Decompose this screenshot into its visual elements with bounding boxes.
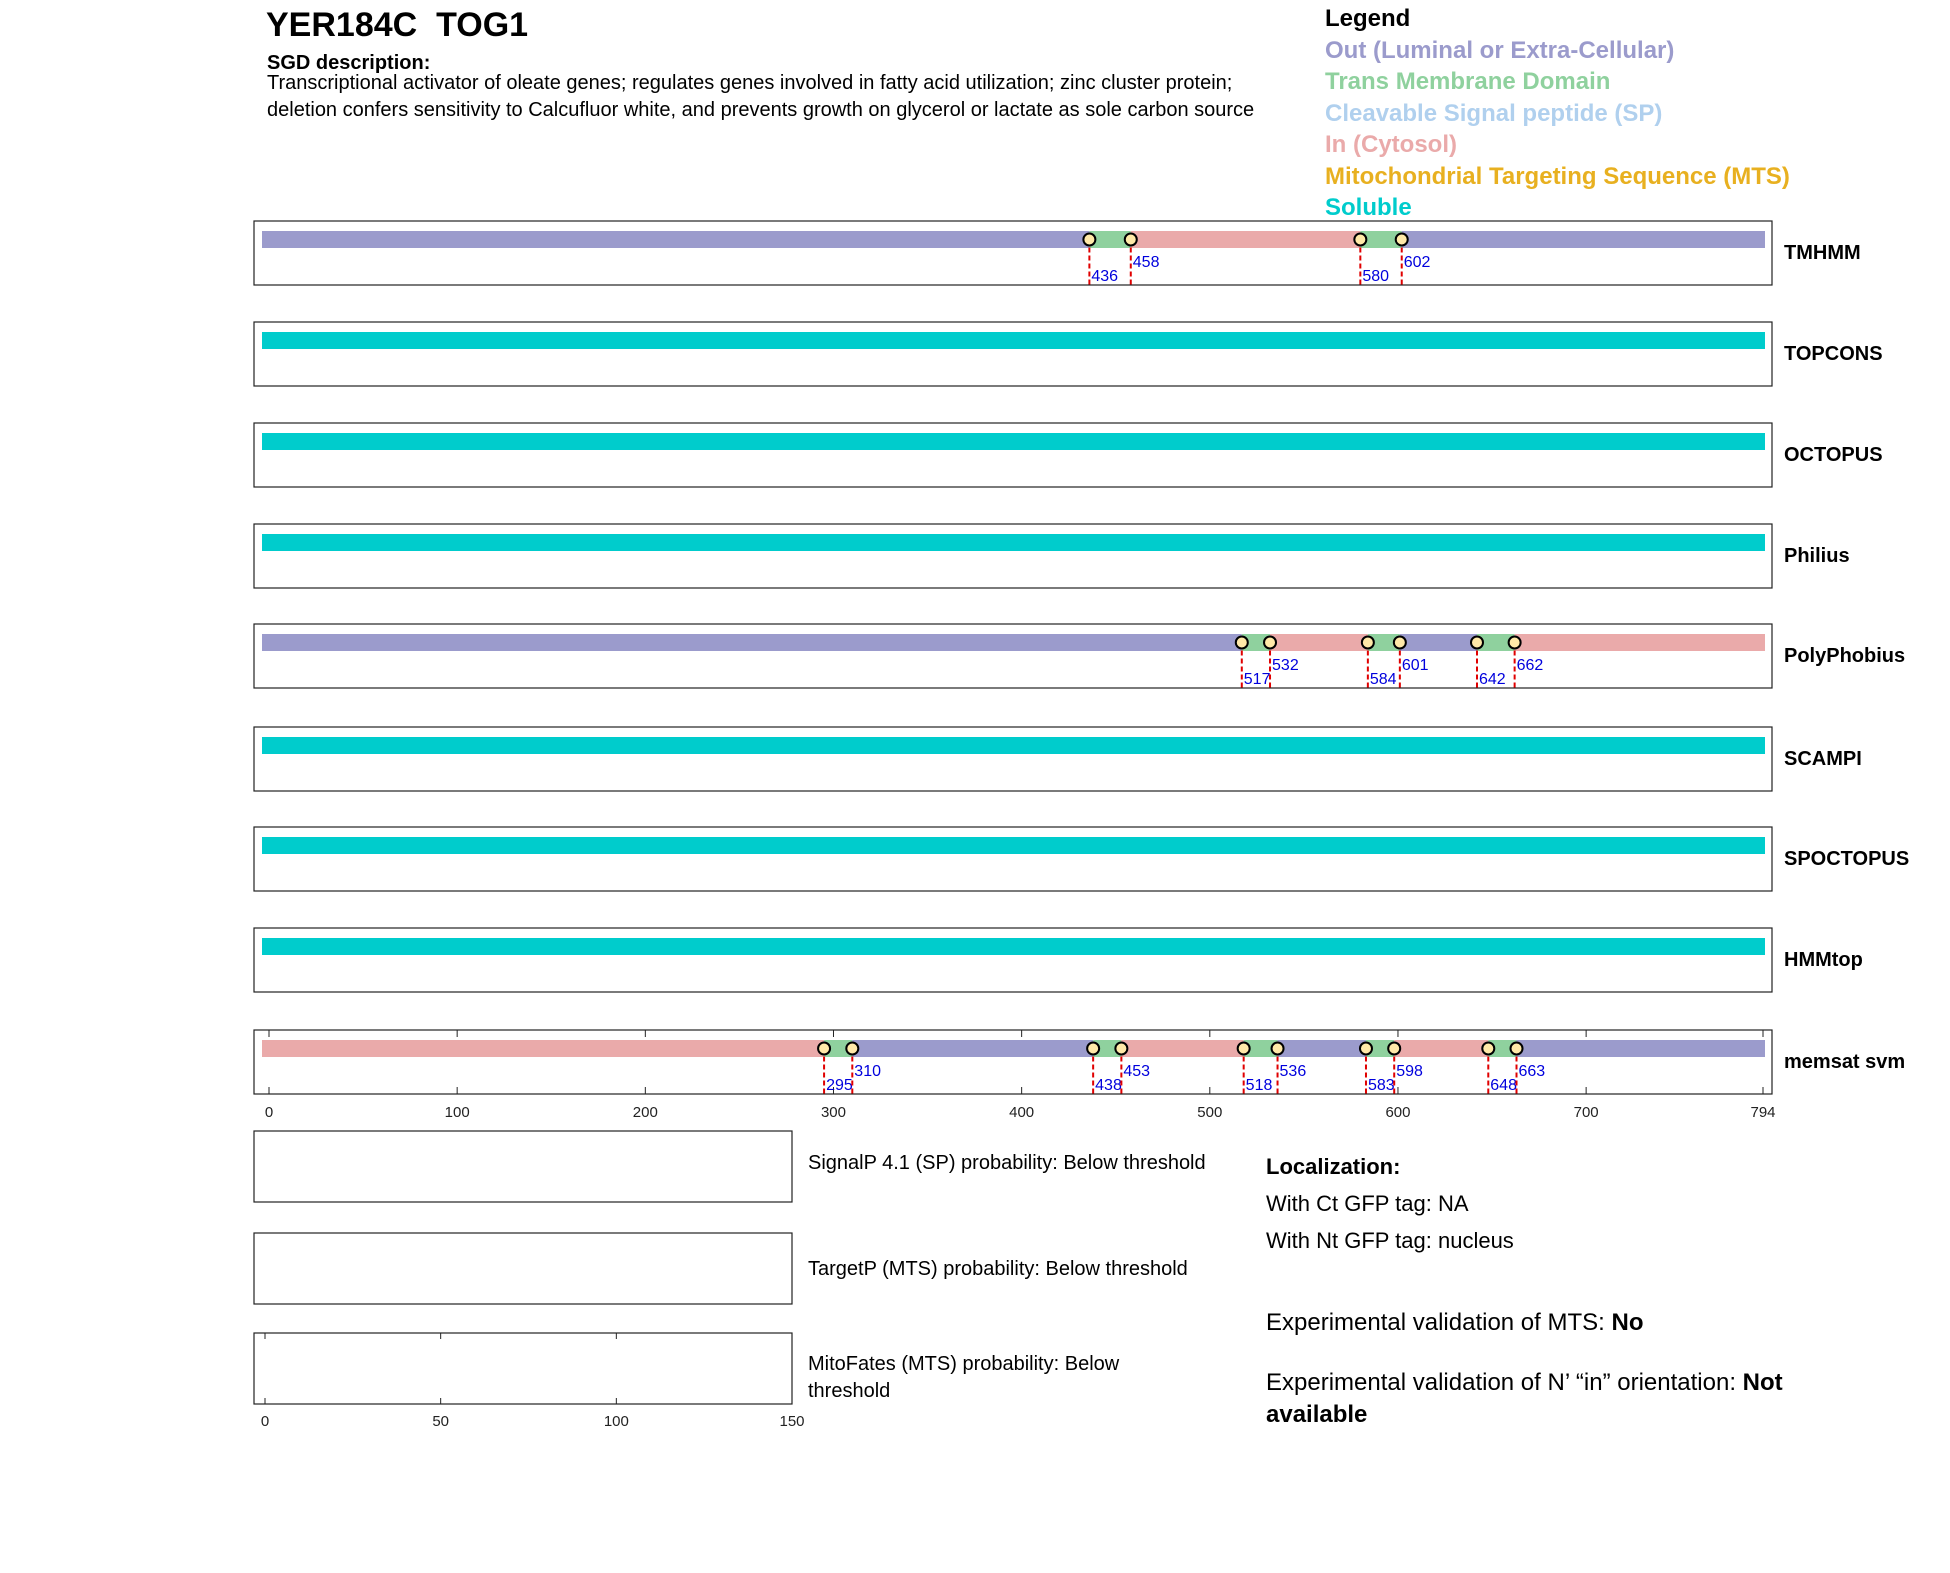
boundary-label-polyphobius-642: 642 (1478, 671, 1506, 688)
boundary-marker-memsat-svm-438 (1087, 1043, 1099, 1055)
boundary-marker-polyphobius-662 (1509, 637, 1521, 649)
validation-orientation-value: Not available (1266, 1369, 1783, 1428)
localization-section (1266, 1148, 1514, 1259)
boundary-label-tmhmm-436: 436 (1091, 268, 1119, 285)
legend-item-mts: Mitochondrial Targeting Sequence (MTS) (1325, 162, 1790, 190)
boundary-marker-memsat-svm-583 (1360, 1043, 1372, 1055)
boundary-label-memsat-svm-663: 663 (1518, 1063, 1546, 1080)
segment-spoctopus-0 (262, 837, 1765, 854)
legend-item-soluble: Soluble (1325, 194, 1412, 221)
track-name-topcons: TOPCONS (1784, 343, 1883, 365)
segment-polyphobius-0 (262, 634, 1242, 651)
segment-octopus-0 (262, 433, 1765, 450)
boundary-marker-tmhmm-436 (1083, 234, 1095, 246)
track-box-memsat-svm (254, 1030, 1772, 1094)
boundary-marker-polyphobius-642 (1471, 637, 1483, 649)
segment-tmhmm-4 (1402, 231, 1765, 248)
segment-polyphobius-2 (1270, 634, 1368, 651)
track-name-octopus: OCTOPUS (1784, 444, 1883, 466)
track-name-polyphobius: PolyPhobius (1784, 645, 1906, 667)
x-tick-label-300: 300 (820, 1104, 846, 1121)
legend-item-in: In (Cytosol) (1325, 131, 1457, 158)
boundary-label-memsat-svm-295: 295 (826, 1077, 853, 1094)
track-box-polyphobius (254, 624, 1772, 688)
legend-item-tm: Trans Membrane Domain (1325, 68, 1611, 95)
boundary-marker-memsat-svm-453 (1115, 1043, 1127, 1055)
localization-nt: With Nt GFP tag: nucleus (1266, 1228, 1514, 1253)
boundary-marker-tmhmm-458 (1125, 234, 1137, 246)
track-name-hmmtop: HMMtop (1784, 949, 1863, 971)
segment-polyphobius-6 (1515, 634, 1765, 651)
segment-memsat-svm-0 (262, 1040, 824, 1057)
boundary-marker-tmhmm-580 (1354, 234, 1366, 246)
boundary-label-memsat-svm-583: 583 (1367, 1077, 1395, 1094)
boundary-marker-memsat-svm-536 (1272, 1043, 1284, 1055)
x-tick-label-400: 400 (1009, 1104, 1035, 1121)
track-box-scampi (254, 727, 1772, 791)
boundary-marker-memsat-svm-310 (846, 1043, 858, 1055)
boundary-label-tmhmm-580: 580 (1362, 268, 1390, 285)
boundary-label-tmhmm-602: 602 (1403, 254, 1431, 271)
boundary-label-memsat-svm-310: 310 (854, 1063, 882, 1080)
x-tick-label-500: 500 (1197, 1104, 1223, 1121)
track-name-scampi: SCAMPI (1784, 748, 1862, 770)
legend-title: Legend (1325, 5, 1411, 32)
boundary-label-polyphobius-662: 662 (1516, 657, 1544, 674)
gene-id: YER184C (266, 6, 418, 44)
validation-mts-value: No (1611, 1309, 1644, 1336)
boundary-marker-memsat-svm-295 (818, 1043, 830, 1055)
prob-x-tick-label-100: 100 (603, 1413, 629, 1430)
boundary-marker-tmhmm-602 (1396, 234, 1408, 246)
boundary-label-polyphobius-517: 517 (1243, 671, 1271, 688)
prob-x-tick-label-50: 50 (432, 1413, 450, 1430)
segment-philius-0 (262, 534, 1765, 551)
prob-panel-2 (254, 1333, 792, 1404)
prob-x-tick-label-0: 0 (260, 1413, 270, 1430)
segment-memsat-svm-2 (852, 1040, 1093, 1057)
segment-memsat-svm-4 (1121, 1040, 1243, 1057)
track-name-philius: Philius (1784, 545, 1850, 567)
description-label: SGD description: (267, 52, 431, 74)
validation-orientation (1266, 1367, 1866, 1431)
segment-hmmtop-0 (262, 938, 1765, 955)
segment-scampi-0 (262, 737, 1765, 754)
boundary-marker-polyphobius-532 (1264, 637, 1276, 649)
boundary-label-memsat-svm-648: 648 (1490, 1077, 1517, 1094)
x-tick-label-100: 100 (444, 1104, 470, 1121)
track-name-memsat-svm: memsat svm (1784, 1051, 1906, 1073)
track-box-spoctopus (254, 827, 1772, 891)
boundary-marker-memsat-svm-598 (1388, 1043, 1400, 1055)
segment-memsat-svm-6 (1278, 1040, 1366, 1057)
track-box-octopus (254, 423, 1772, 487)
boundary-label-polyphobius-532: 532 (1272, 657, 1299, 674)
mitofates-label: MitoFates (MTS) probability: Below threshold (808, 1353, 1120, 1402)
prob-panel-1 (254, 1233, 792, 1304)
track-name-tmhmm: TMHMM (1784, 242, 1861, 264)
track-box-tmhmm (254, 221, 1772, 285)
signalp-label: SignalP 4.1 (SP) probability: Below threshold (808, 1152, 1206, 1174)
targetp-label: TargetP (MTS) probability: Below threshold (808, 1258, 1188, 1280)
legend-item-out: Out (Luminal or Extra-Cellular) (1325, 36, 1675, 64)
track-box-topcons (254, 322, 1772, 386)
description-text: Transcriptional activator of oleate genes; regulates genes involved in fatty acid utilization; zinc cluster protein; deletion confers sensitivity to Calcufluor white, and prevents growth on glycerol or lactate as sole carbon source (267, 72, 1255, 121)
boundary-label-memsat-svm-453: 453 (1123, 1063, 1151, 1080)
localization-ct: With Ct GFP tag: NA (1266, 1191, 1469, 1216)
boundary-marker-memsat-svm-663 (1511, 1043, 1523, 1055)
boundary-label-memsat-svm-518: 518 (1245, 1077, 1273, 1094)
x-tick-label-700: 700 (1573, 1104, 1599, 1121)
boundary-marker-memsat-svm-518 (1238, 1043, 1250, 1055)
boundary-label-memsat-svm-598: 598 (1396, 1063, 1423, 1080)
x-tick-label-794: 794 (1750, 1104, 1776, 1121)
segment-topcons-0 (262, 332, 1765, 349)
x-tick-label-0: 0 (264, 1104, 274, 1121)
prob-x-tick-label-150: 150 (779, 1413, 805, 1430)
segment-memsat-svm-10 (1517, 1040, 1765, 1057)
boundary-marker-polyphobius-584 (1362, 637, 1374, 649)
x-tick-label-600: 600 (1385, 1104, 1411, 1121)
validation-orientation-label: Experimental validation of N’ “in” orientation: (1266, 1369, 1743, 1396)
segment-memsat-svm-8 (1394, 1040, 1488, 1057)
prob-panel-0 (254, 1131, 792, 1202)
localization-title: Localization: (1266, 1154, 1401, 1179)
segment-tmhmm-0 (262, 231, 1089, 248)
segment-polyphobius-4 (1400, 634, 1477, 651)
validation-mts-label: Experimental validation of MTS: (1266, 1309, 1612, 1336)
boundary-marker-memsat-svm-648 (1482, 1043, 1494, 1055)
gene-name: TOG1 (436, 6, 529, 44)
boundary-label-memsat-svm-536: 536 (1279, 1063, 1307, 1080)
boundary-label-polyphobius-584: 584 (1369, 671, 1397, 688)
boundary-marker-polyphobius-517 (1236, 637, 1248, 649)
legend-item-sp: Cleavable Signal peptide (SP) (1325, 99, 1663, 127)
x-tick-label-200: 200 (632, 1104, 658, 1121)
boundary-marker-polyphobius-601 (1394, 637, 1406, 649)
validation-mts (1266, 1307, 1866, 1339)
segment-tmhmm-2 (1131, 231, 1361, 248)
track-name-spoctopus: SPOCTOPUS (1784, 848, 1910, 870)
track-box-hmmtop (254, 928, 1772, 992)
boundary-label-tmhmm-458: 458 (1132, 254, 1160, 271)
boundary-label-memsat-svm-438: 438 (1095, 1077, 1122, 1094)
track-box-philius (254, 524, 1772, 588)
boundary-label-polyphobius-601: 601 (1401, 657, 1429, 674)
